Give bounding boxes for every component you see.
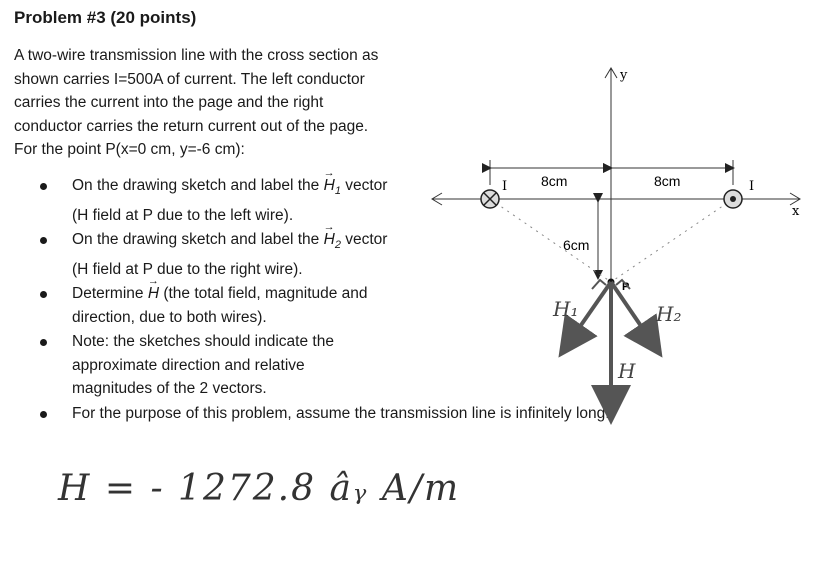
- problem-title: Problem #3 (20 points): [14, 8, 197, 27]
- y-axis-label: y: [620, 68, 628, 83]
- h2-vector-arrow: [611, 282, 658, 351]
- handwritten-answer: H = - 1272.8 âᵧ A/m: [58, 468, 461, 509]
- bullet-text: On the drawing sketch and label the: [72, 231, 324, 249]
- bullet-text: vector (H field at P due to the right wire).: [72, 231, 388, 278]
- h-vector-symbol: → $H_1$: [324, 174, 341, 204]
- dimension-right-label: 8cm: [654, 173, 681, 189]
- bullet-text: Determine: [72, 285, 148, 303]
- h1-handwritten-label: H₁: [553, 297, 579, 321]
- dimension-vertical-label: 6cm: [563, 237, 590, 253]
- h-handwritten-label: H: [618, 359, 636, 383]
- bullet-text: On the drawing sketch and label the: [72, 177, 324, 194]
- bullet-text: (the total field, magnitude and direction, due to both wires).: [72, 285, 368, 326]
- current-left-label: I: [502, 179, 508, 194]
- dimension-left-label: 8cm: [541, 173, 568, 189]
- x-axis-label: x: [792, 204, 800, 219]
- bullet-text: For the purpose of this problem, assume the transmission line is infinitely long.: [72, 404, 610, 422]
- dashed-line-right: [611, 199, 733, 282]
- h-vector-symbol: → $H_2$: [324, 228, 341, 258]
- current-right-label: I: [749, 179, 755, 194]
- bullet-text: vector (H field at P due to the left wire).: [72, 177, 388, 224]
- dashed-line-left: [490, 199, 611, 282]
- left-conductor-into-page-icon: [481, 190, 499, 208]
- h2-handwritten-label: H₂: [656, 302, 682, 326]
- h-vector-symbol: → H: [148, 282, 159, 306]
- right-angle-mark-left: [592, 280, 606, 289]
- bullet-text: Note: the sketches should indicate the approximate direction and relative magnitudes of the 2 vectors.: [72, 333, 334, 398]
- right-conductor-out-of-page-icon: [724, 190, 742, 208]
- point-p-label: P: [622, 281, 630, 293]
- problem-intro: A two-wire transmission line with the cross section as shown carries I=500A of current. The left conductor carries the current into the page and the right conductor carries the return current out of the page. For the point P(x=0 cm, y=-6 cm):: [14, 47, 379, 158]
